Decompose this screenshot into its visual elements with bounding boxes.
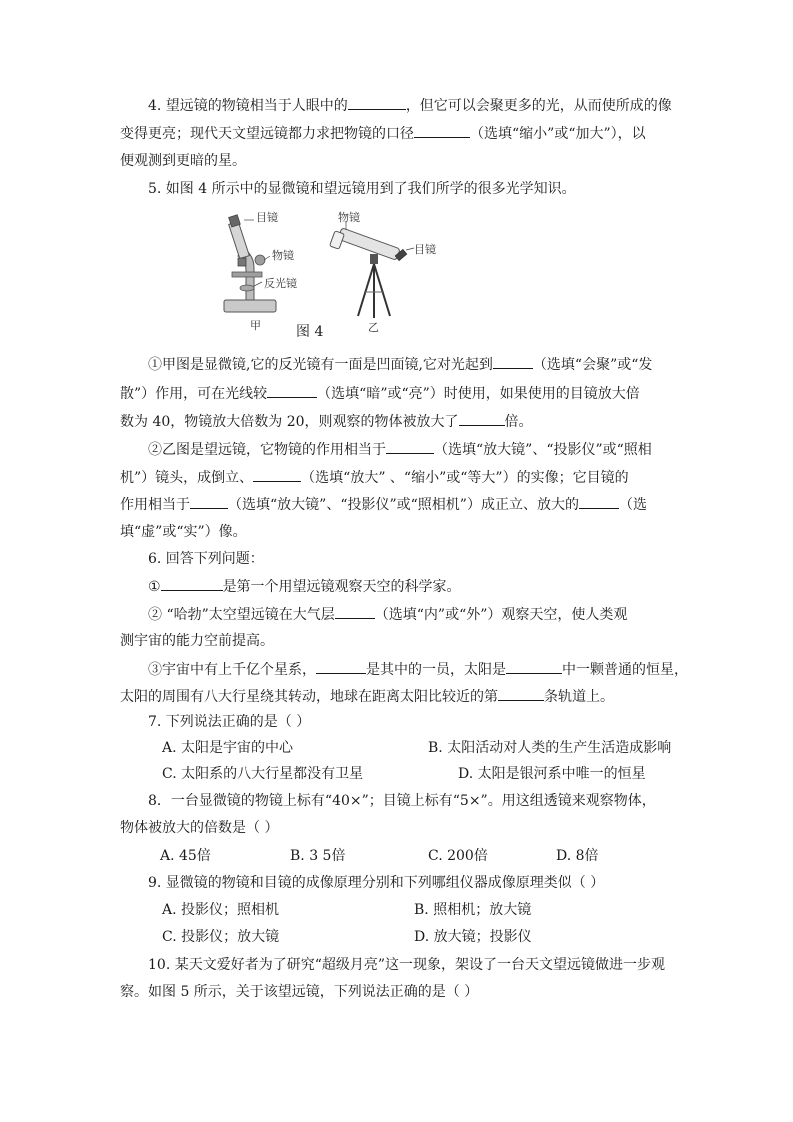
answer-blank (493, 354, 533, 369)
q9-option-a: A. 投影仪；照相机 (162, 902, 280, 918)
q6-part-c-line-1: ③宇宙中有上千亿个星系， 是其中的一员，太阳是 中一颗普通的恒星， (148, 659, 688, 680)
telescope-icon (330, 222, 414, 318)
label-objective-a: 物镜 (272, 249, 294, 262)
answer-blank (335, 604, 375, 619)
answer-blank (498, 686, 544, 701)
answer-blank (190, 494, 228, 509)
q5-stem: 5. 如图 4 所示中的显微镜和望远镜用到了我们所学的很多光学知识。 (148, 181, 576, 197)
q6-stem: 6. 回答下列问题： (148, 551, 264, 567)
q4-line-2: 变得更亮；现代天文望远镜都力求把物镜的口径 （选填“缩小”或“加大”），以 (120, 123, 646, 144)
q6-part-c-line-2: 太阳的周围有八大行星绕其转动，地球在距离太阳比较近的第 条轨道上。 (120, 686, 614, 707)
q8-option-b: B. 3 5倍 (290, 848, 346, 864)
q5-part1-line-1: ①甲图是显微镜,它的反光镜有一面是凹面镜,它对光起到 （选填“会聚”或“发 (148, 354, 652, 375)
q5-part1-line-3: 数为 40，物镜放大倍数为 20，则观察的物体被放大了 倍。 (120, 411, 533, 432)
figure-caption: 图 4 (296, 324, 324, 340)
q7-stem: 7. 下列说法正确的是（ ） (148, 714, 311, 730)
label-mirror: 反光镜 (264, 277, 297, 290)
answer-blank (267, 383, 317, 398)
q5-part2-line-2: 机”）镜头，成倒立、 （选填“放大” 、“缩小”或“等大”）的实像；它目镜的 (120, 467, 629, 488)
q5-part2-line-4: 填“虚”或“实”）像。 (120, 524, 247, 540)
q9-stem: 9. 显微镜的物镜和目镜的成像原理分别和下列哪组仪器成像原理类似（ ） (148, 875, 605, 891)
q7-option-a: A. 太阳是宇宙的中心 (162, 740, 294, 756)
q7-option-d: D. 太阳是银河系中唯一的恒星 (458, 766, 646, 782)
q7-option-b: B. 太阳活动对人类的生产生活造成影响 (428, 740, 672, 756)
answer-blank (161, 576, 223, 591)
q9-option-b: B. 照相机；放大镜 (414, 902, 532, 918)
q5-part2-line-3: 作用相当于 （选填“放大镜”、“投影仪”或“照相机”）成正立、放大的 （选 (120, 494, 647, 515)
answer-blank (506, 659, 562, 674)
answer-blank (253, 467, 301, 482)
q7-option-c: C. 太阳系的八大行星都没有卫星 (162, 766, 364, 782)
q9-option-c: C. 投影仪；放大镜 (162, 929, 280, 945)
q4-line-3: 便观测到更暗的星。 (120, 153, 246, 169)
answer-blank (348, 95, 406, 110)
label-eyepiece-a: 目镜 (256, 211, 278, 224)
panel-label-a: 甲 (250, 319, 261, 332)
q4-line-1: 4. 望远镜的物镜相当于人眼中的 ，但它可以会聚更多的光，从而使所成的像 (148, 95, 672, 116)
answer-blank (316, 659, 366, 674)
answer-blank (459, 411, 505, 426)
q5-part2-line-1: ②乙图是望远镜，它物镜的作用相当于 （选填“放大镜”、“投影仪”或“照相 (148, 439, 652, 460)
q8-line-2: 物体被放大的倍数是（ ） (120, 820, 279, 836)
q8-option-d: D. 8倍 (556, 848, 599, 864)
q6-part-a: ① 是第一个用望远镜观察天空的科学家。 (148, 576, 461, 597)
q6-part-b-line-1: ② “哈勃”太空望远镜在大气层 （选填“内”或“外”）观察天空，使人类观 (148, 604, 627, 625)
q5-part1-line-2: 散”）作用，可在光线较 （选填“暗”或“亮”）时使用，如果使用的目镜放大倍 (120, 383, 640, 404)
answer-blank (414, 123, 470, 138)
label-eyepiece-b: 目镜 (414, 243, 436, 256)
q10-line-1: 10. 某天文爱好者为了研究“超级月亮”这一现象，架设了一台天文望远镜做进一步观 (148, 957, 666, 973)
label-objective-b: 物镜 (338, 211, 360, 224)
figure-4 (220, 208, 436, 338)
q8-option-c: C. 200倍 (428, 848, 488, 864)
q10-line-2: 察。如图 5 所示，关于该望远镜，下列说法正确的是（ ） (120, 984, 479, 1000)
q8-line-1: 8．一台显微镜的物镜上标有“40×”；目镜上标有“5×”。用这组透镜来观察物体， (148, 793, 656, 809)
q9-option-d: D. 放大镜；投影仪 (414, 929, 532, 945)
answer-blank (579, 494, 619, 509)
panel-label-b: 乙 (368, 321, 379, 334)
q6-part-b-line-2: 测宇宙的能力空前提高。 (120, 633, 274, 649)
q8-option-a: A. 45倍 (160, 848, 211, 864)
microscope-icon (224, 215, 276, 312)
answer-blank (386, 439, 434, 454)
